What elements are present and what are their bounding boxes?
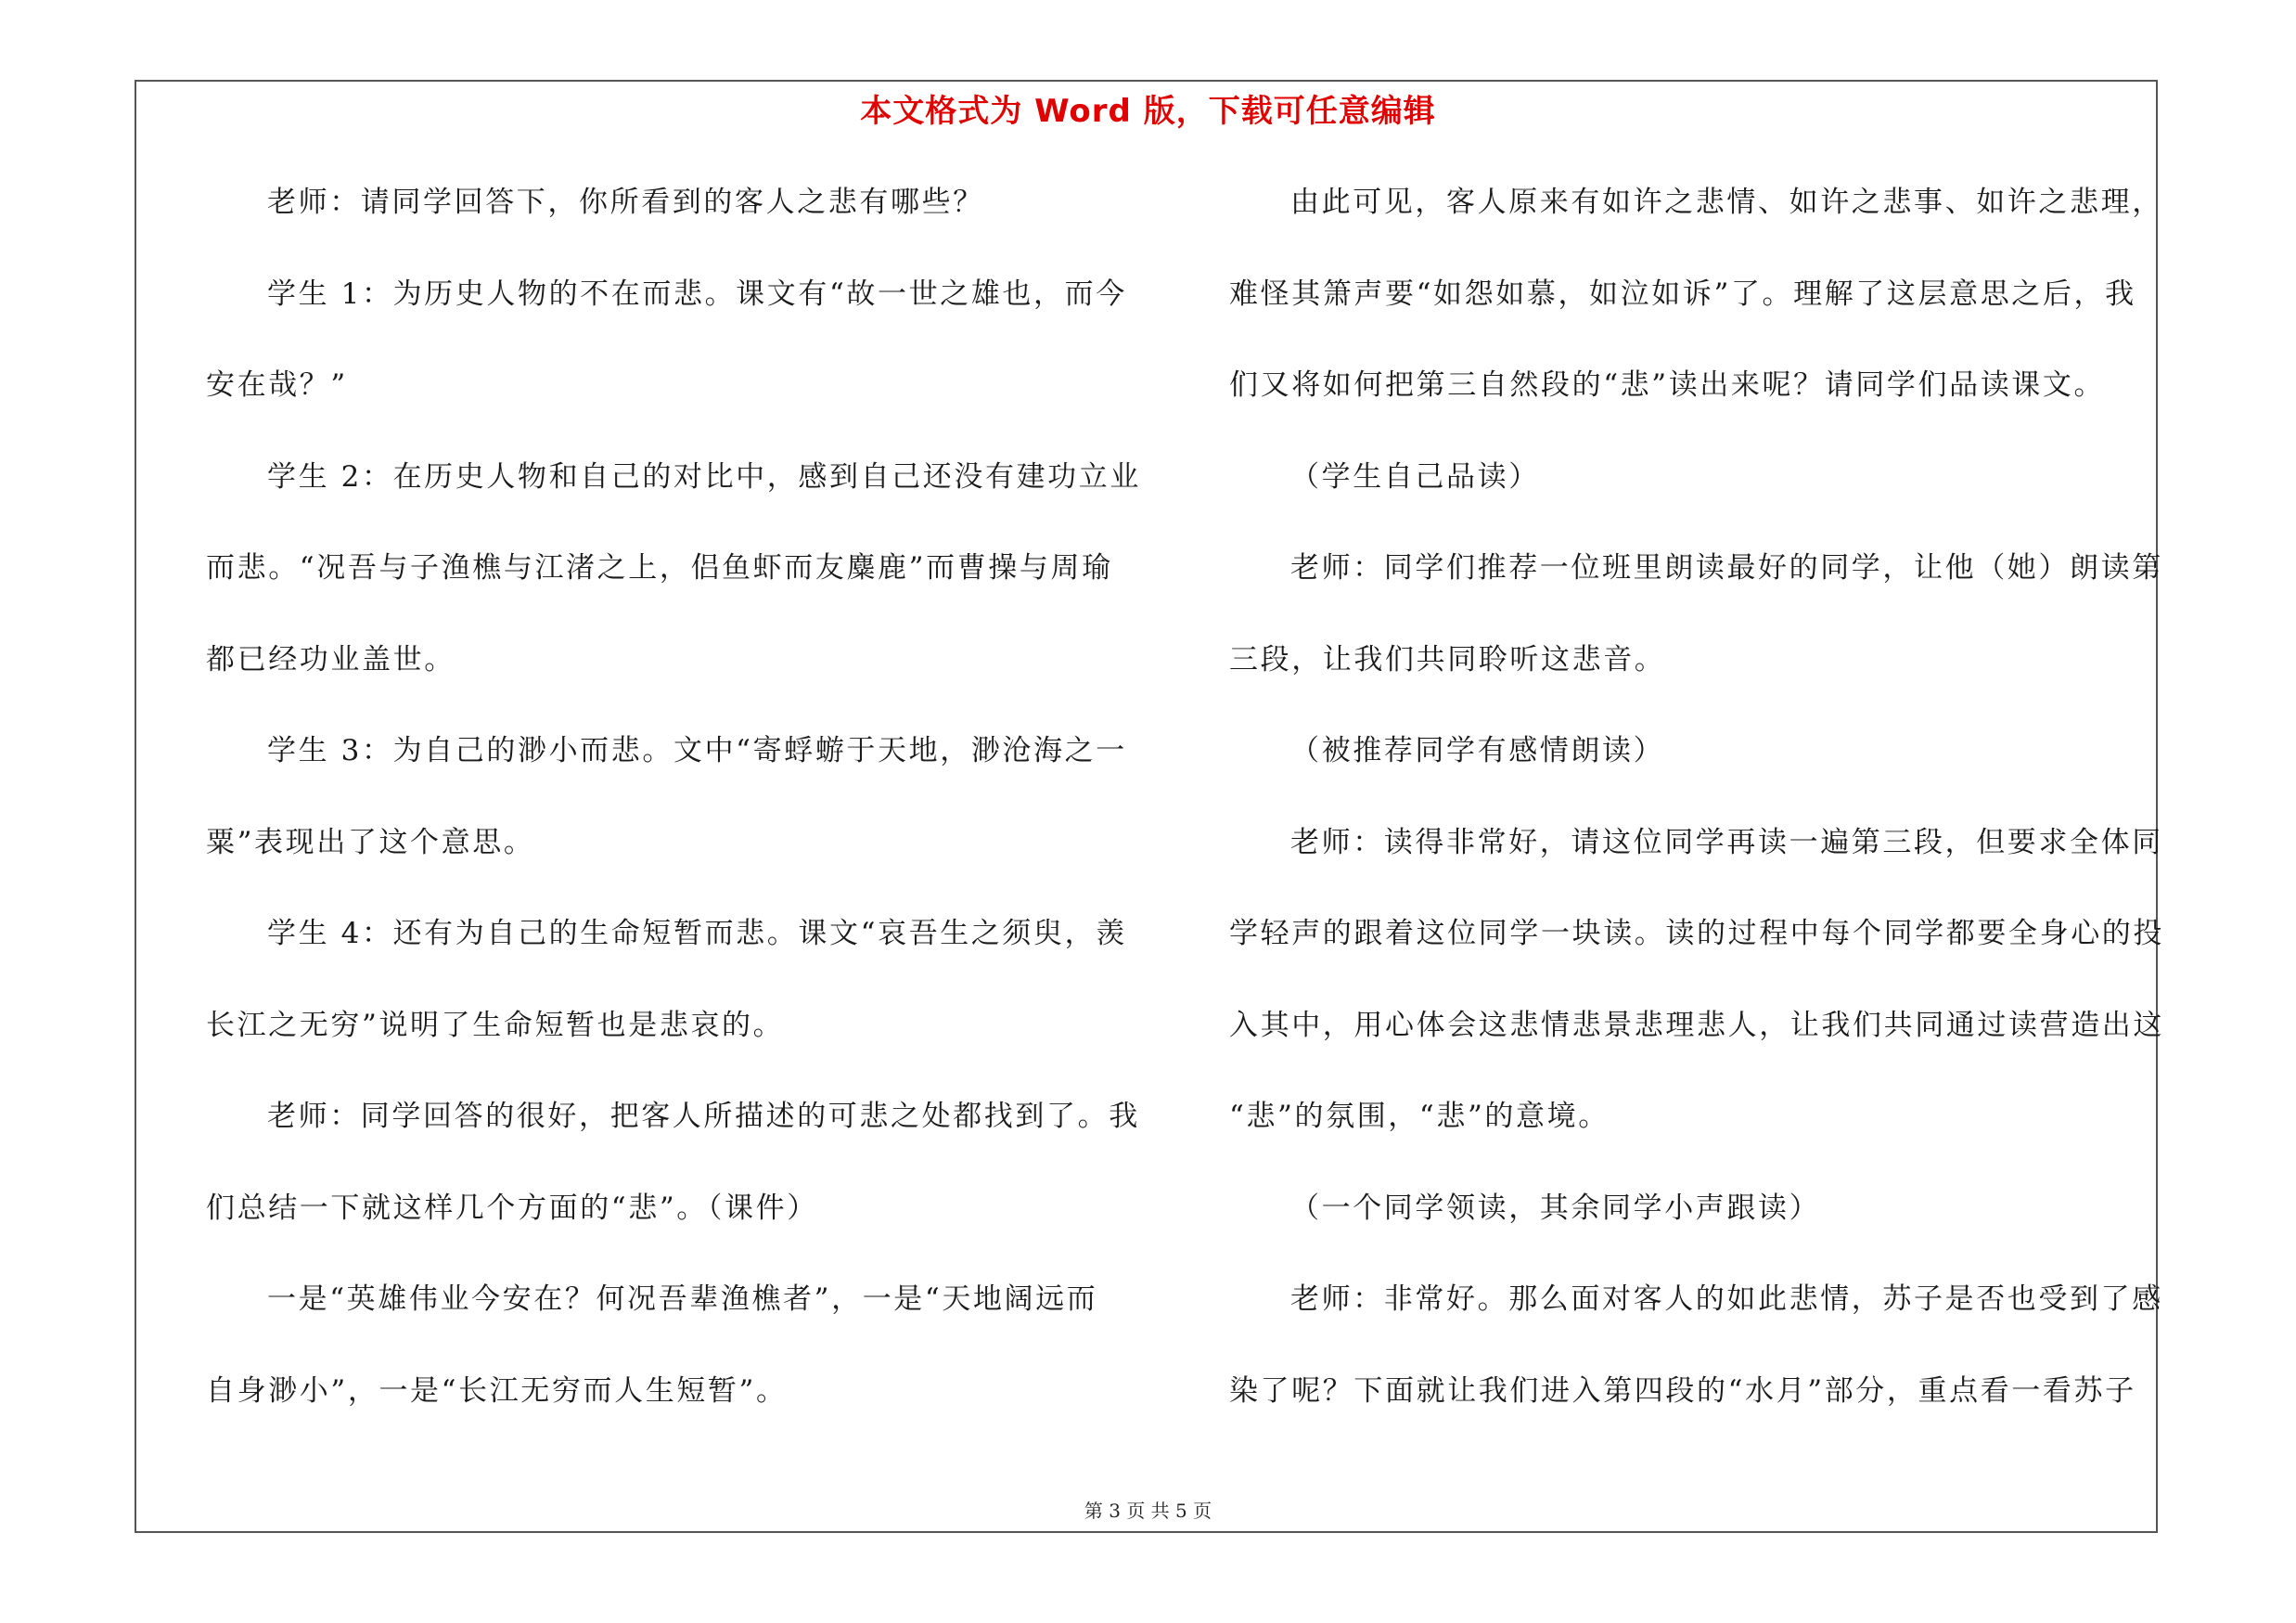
text-line: 三段，让我们共同聆听这悲音。 <box>1229 642 1666 676</box>
text-line: 老师：请同学回答下，你所看到的客人之悲有哪些？ <box>267 186 984 219</box>
text-line: 都已经功业盖世。 <box>206 642 455 676</box>
text-line: 粟”表现出了这个意思。 <box>206 825 535 859</box>
text-line: 而悲。“况吾与子渔樵与江渚之上，侣鱼虾而友麋鹿”而曹操与周瑜 <box>206 551 1113 585</box>
text-line: （被推荐同学有感情朗读） <box>1290 734 1665 767</box>
text-line: 老师：同学回答的很好，把客人所描述的可悲之处都找到了。我 <box>267 1100 1140 1133</box>
text-line: 学生 1：为历史人物的不在而悲。课文有“故一世之雄也，而今 <box>267 277 1127 311</box>
document-header: 本文格式为 Word 版，下载可任意编辑 <box>860 93 1436 130</box>
text-line: 老师：非常好。那么面对客人的如此悲情，苏子是否也受到了感 <box>1290 1282 2163 1316</box>
text-line: 安在哉？” <box>206 368 348 402</box>
text-line: 老师：同学们推荐一位班里朗读最好的同学，让他（她）朗读第 <box>1290 551 2163 585</box>
text-line: （一个同学领读，其余同学小声跟读） <box>1290 1191 1821 1225</box>
text-line: 们总结一下就这样几个方面的“悲”。（课件） <box>206 1191 818 1225</box>
text-line: （学生自己品读） <box>1290 459 1540 494</box>
page-number: 第 3 页 共 5 页 <box>1084 1500 1212 1522</box>
text-line: 入其中，用心体会这悲情悲景悲理悲人，让我们共同通过读营造出这 <box>1229 1008 2164 1042</box>
text-line: 学生 2：在历史人物和自己的对比中，感到自己还没有建功立业 <box>267 459 1141 494</box>
text-line: 学生 4：还有为自己的生命短暂而悲。课文“哀吾生之须臾，羡 <box>267 917 1127 950</box>
text-line: 自身渺小”，一是“长江无穷而人生短暂”。 <box>206 1373 788 1408</box>
text-line: 染了呢？下面就让我们进入第四段的“水月”部分，重点看一看苏子 <box>1229 1373 2136 1408</box>
text-line: 学生 3：为自己的渺小而悲。文中“寄蜉蝣于天地，渺沧海之一 <box>267 734 1127 767</box>
text-line: 一是“英雄伟业今安在？何况吾辈渔樵者”，一是“天地阔远而 <box>267 1282 1098 1316</box>
text-line: 学轻声的跟着这位同学一块读。读的过程中每个同学都要全身心的投 <box>1229 917 2164 950</box>
text-line: 老师：读得非常好，请这位同学再读一遍第三段，但要求全体同 <box>1290 825 2163 859</box>
text-line: “悲”的氛围，“悲”的意境。 <box>1229 1100 1610 1133</box>
text-line: 由此可见，客人原来有如许之悲情、如许之悲事、如许之悲理， <box>1290 186 2163 219</box>
text-line: 长江之无穷”说明了生命短暂也是悲哀的。 <box>206 1008 785 1042</box>
text-line: 难怪其箫声要“如怨如慕，如泣如诉”了。理解了这层意思之后，我 <box>1229 277 2136 311</box>
text-line: 们又将如何把第三自然段的“悲”读出来呢？请同学们品读课文。 <box>1229 368 2106 402</box>
